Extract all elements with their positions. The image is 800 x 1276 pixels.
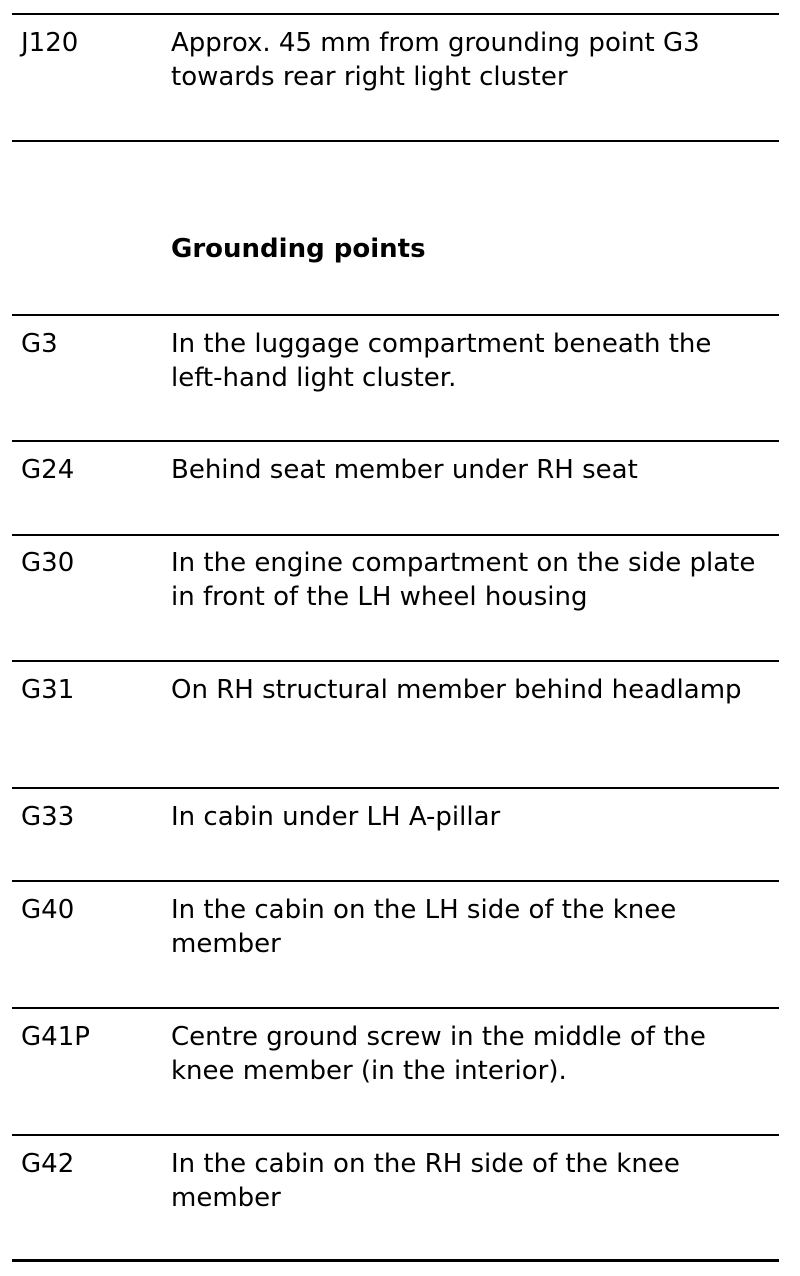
row-description: On RH structural member behind headlamp — [171, 675, 742, 705]
row-code: G30 — [21, 548, 75, 578]
row-description: Centre ground screw in the middle of the knee member (in the interior). — [171, 1022, 706, 1086]
row-code: G33 — [21, 802, 75, 832]
row-divider — [12, 140, 779, 142]
row-divider — [12, 1134, 779, 1136]
section-heading: Grounding points — [171, 234, 426, 264]
row-description: In the cabin on the RH side of the knee member — [171, 1149, 680, 1213]
table-top-rule — [12, 13, 779, 15]
table-bottom-rule — [12, 1259, 779, 1262]
row-divider — [12, 660, 779, 662]
row-code: G41P — [21, 1022, 90, 1052]
row-divider — [12, 880, 779, 882]
row-description: Approx. 45 mm from grounding point G3 towards rear right light cluster — [171, 28, 700, 92]
row-divider — [12, 440, 779, 442]
section-top-rule — [12, 314, 779, 316]
row-divider — [12, 534, 779, 536]
row-code: G24 — [21, 455, 75, 485]
row-code: J120 — [21, 28, 79, 58]
row-description: In the engine compartment on the side plate in front of the LH wheel housing — [171, 548, 756, 612]
row-code: G42 — [21, 1149, 75, 1179]
row-description: In the cabin on the LH side of the knee member — [171, 895, 677, 959]
row-description: In cabin under LH A-pillar — [171, 802, 501, 832]
row-description: Behind seat member under RH seat — [171, 455, 638, 485]
row-divider — [12, 787, 779, 789]
row-code: G3 — [21, 329, 58, 359]
row-divider — [12, 1007, 779, 1009]
row-code: G31 — [21, 675, 75, 705]
row-code: G40 — [21, 895, 75, 925]
row-description: In the luggage compartment beneath the left-hand light cluster. — [171, 329, 712, 393]
